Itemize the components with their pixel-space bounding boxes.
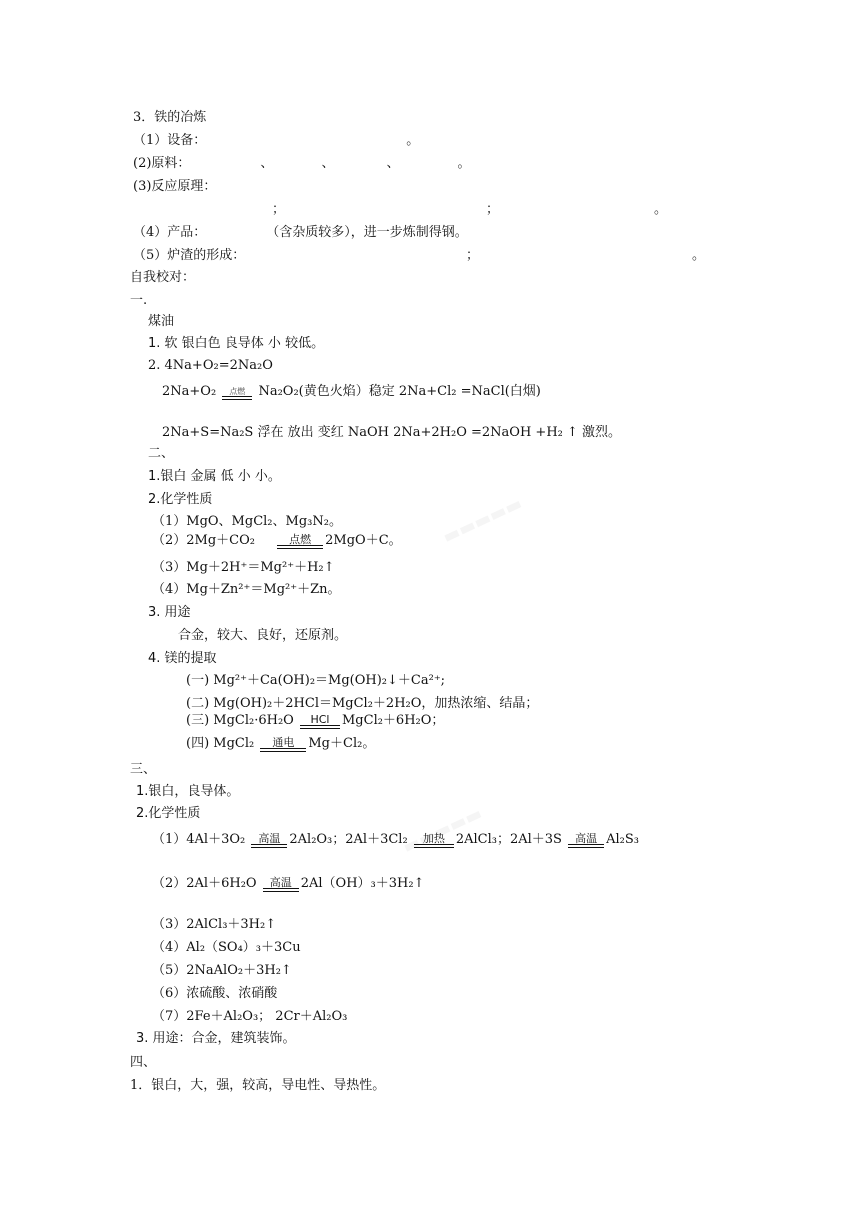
materials-line: (2)原料： 、 、 、 。: [133, 156, 471, 171]
part-four-heading: 四、: [130, 1055, 157, 1070]
equation-line: （2）2Al＋6H₂O 高温 2Al（OH）₃＋3H₂↑: [152, 876, 425, 891]
answer-line: 1．银白，大，强，较高，导电性、导热性。: [130, 1078, 386, 1093]
answer-line: (二) Mg(OH)₂＋2HCl＝MgCl₂＋2H₂O，加热浓缩、结晶；: [186, 696, 539, 711]
reaction-condition: 通电: [260, 737, 306, 752]
answer-line: 煤油: [148, 314, 175, 329]
answer-line: 1.银白 金属 低 小 小。: [148, 469, 281, 484]
answer-line: (一) Mg²⁺＋Ca(OH)₂＝Mg(OH)₂↓＋Ca²⁺;: [186, 673, 446, 688]
answer-line: （4）Al₂（SO₄）₃＋3Cu: [152, 940, 301, 955]
reaction-condition: HCl: [300, 714, 340, 729]
answer-line: （3）2AlCl₃＋3H₂↑: [152, 917, 277, 932]
equation-line: 2Na+O₂ 点燃 Na₂O₂(黄色火焰）稳定 2Na+Cl₂ =NaCl(白烟): [162, 384, 541, 399]
principle-end: 。: [654, 202, 668, 217]
watermark: [440, 493, 526, 548]
part-one-heading: 一.: [130, 293, 148, 308]
equipment-line: （1）设备： 。: [133, 133, 420, 148]
answer-line: 2.化学性质: [148, 492, 213, 507]
reaction-condition: 高温: [251, 833, 287, 848]
watermark: [400, 803, 486, 858]
reaction-condition: 高温: [568, 833, 604, 848]
part-three-heading: 三、: [130, 762, 157, 777]
part-two-heading: 二、: [148, 446, 175, 461]
answer-line: （3）Mg＋2H⁺＝Mg²⁺＋H₂↑: [152, 560, 335, 575]
equation-line: (三) MgCl₂·6H₂O HCl MgCl₂＋6H₂O；: [186, 713, 445, 728]
reaction-condition: 加热: [414, 833, 454, 848]
answer-line: 2. 4Na+O₂=2Na₂O: [148, 358, 273, 373]
equation-line: (四) MgCl₂ 通电 Mg＋Cl₂。: [186, 736, 376, 751]
self-check-heading: 自我校对：: [130, 270, 196, 285]
answer-line: 2.化学性质: [136, 806, 201, 821]
slag-semi: ；: [466, 248, 480, 263]
equation-line: （2）2Mg＋CO₂ 点燃 2MgO＋C。: [152, 533, 402, 548]
equation-line: （1）4Al＋3O₂ 高温 2Al₂O₃；2Al＋3Cl₂ 加热 2AlCl₃；2Al＋3S 高温 Al₂S₃: [152, 832, 639, 847]
answer-line: （7）2Fe＋Al₂O₃； 2Cr＋Al₂O₃: [152, 1009, 348, 1024]
answer-line: （4）Mg＋Zn²⁺＝Mg²⁺＋Zn。: [152, 582, 341, 597]
principle-line: (3)反应原理：: [133, 179, 217, 194]
answer-line: （5）2NaAlO₂＋3H₂↑: [152, 963, 292, 978]
section-title: 3．铁的冶炼: [133, 110, 207, 125]
answer-line: 1.银白，良导体。: [136, 784, 240, 799]
answer-line: （6）浓硫酸、浓硝酸: [152, 986, 278, 1001]
slag-end: 。: [692, 248, 706, 263]
answer-line: 3. 用途：合金，建筑装饰。: [136, 1031, 296, 1046]
principle-semi-2: ；: [486, 202, 500, 217]
slag-line: （5）炉渣的形成：: [133, 248, 246, 263]
answer-line: 合金，较大、良好，还原剂。: [178, 628, 348, 643]
reaction-condition: 点燃: [222, 388, 252, 400]
answer-line: 4. 镁的提取: [148, 651, 217, 666]
answer-line: 3. 用途: [148, 605, 191, 620]
product-line: （4）产品： （含杂质较多），进一步炼制得钢。: [133, 225, 468, 240]
principle-semi: ；: [272, 202, 286, 217]
answer-line: 2Na+S=Na₂S 浮在 放出 变红 NaOH 2Na+2H₂O =2NaOH +H₂ ↑ 激烈。: [162, 425, 622, 440]
answer-line: （1）MgO、MgCl₂、Mg₃N₂。: [152, 514, 342, 529]
answer-line: 1. 软 银白色 良导体 小 较低。: [148, 336, 325, 351]
reaction-condition: 点燃: [277, 534, 323, 549]
reaction-condition: 高温: [263, 877, 299, 892]
